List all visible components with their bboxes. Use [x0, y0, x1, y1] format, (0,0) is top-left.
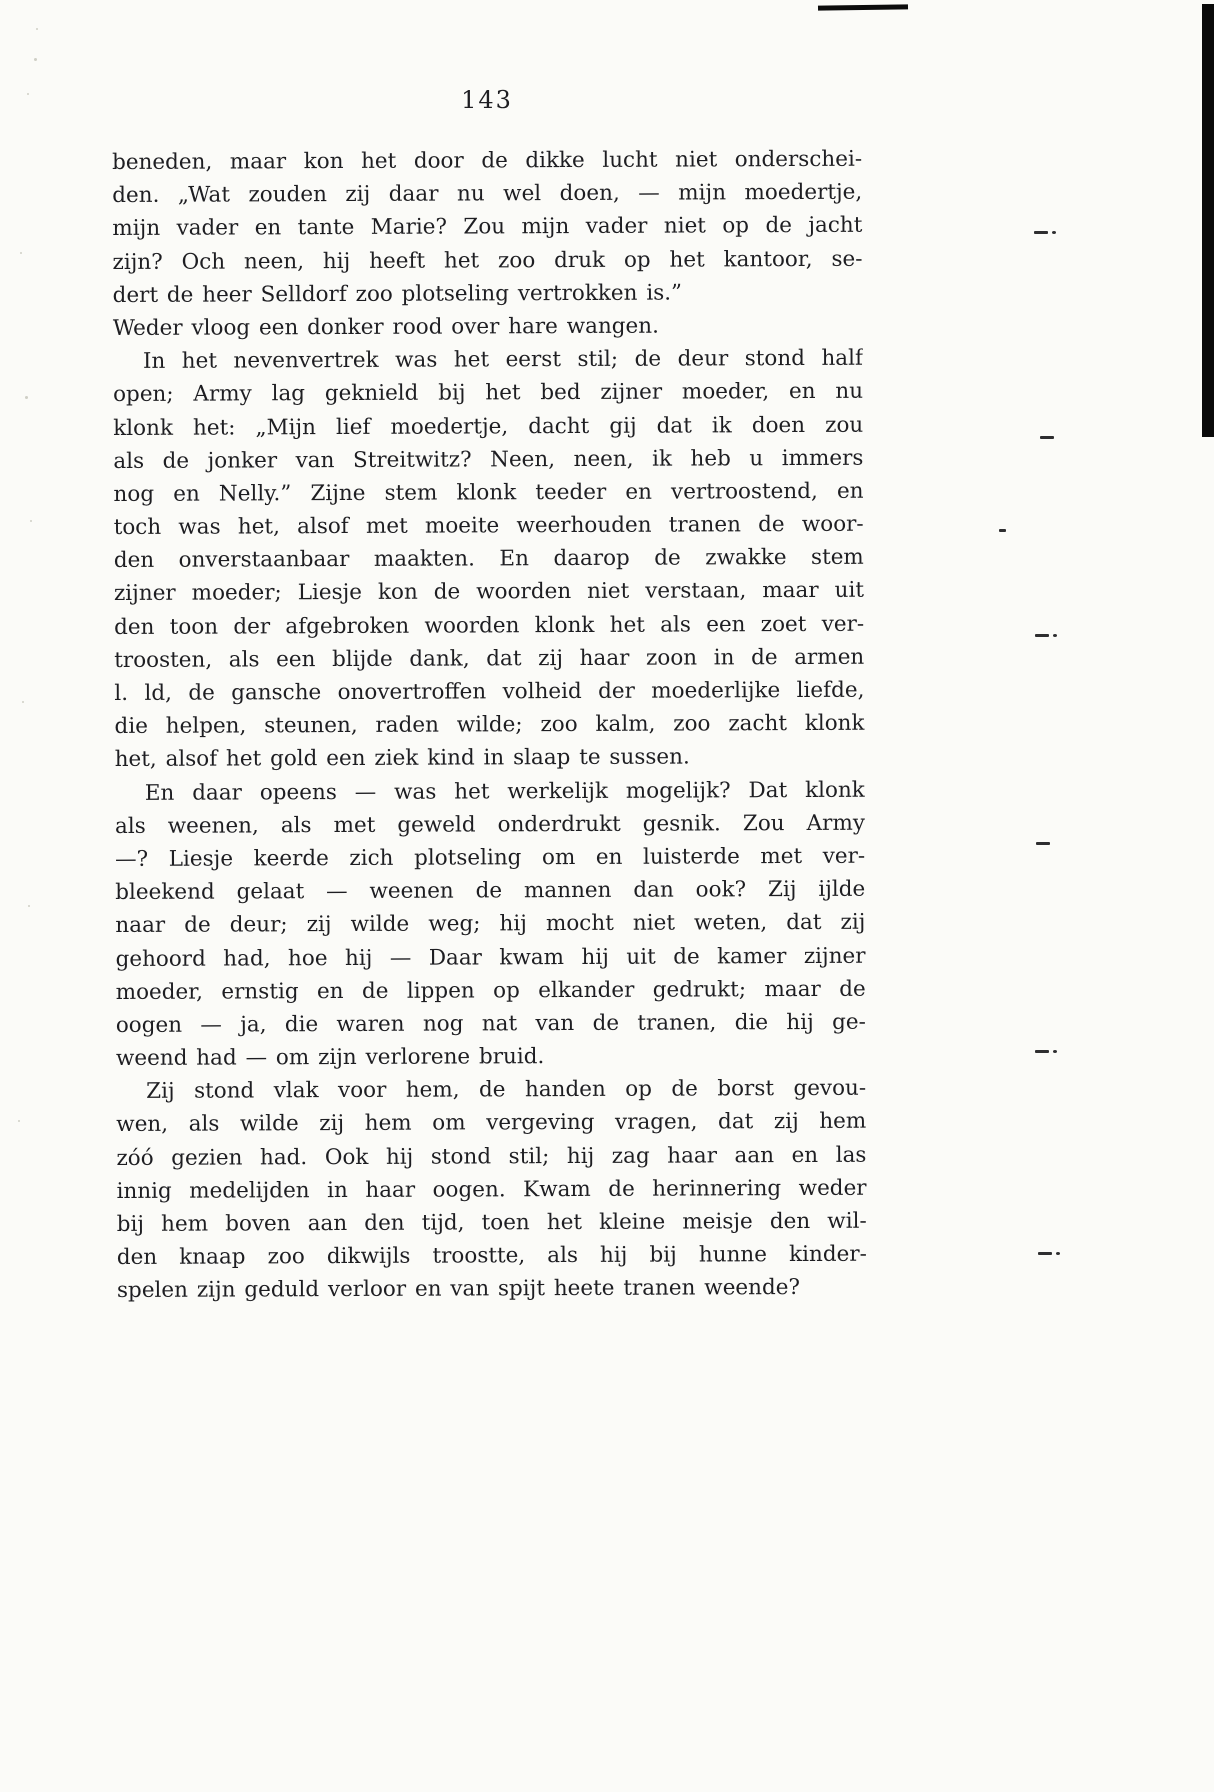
paragraph [113, 309, 863, 345]
paper-speckle [20, 252, 22, 254]
scan-artifact-binding-bar [1202, 4, 1214, 437]
text-line: toch was het, alsof met moeite weerhouden tranen de woor- [113, 511, 864, 541]
paragraph [116, 1072, 867, 1308]
text-line: innig medelijden in haar oogen. Kwam de herinnering weder [116, 1175, 867, 1204]
paper-speckle [27, 93, 29, 95]
text-line: moeder, ernstig en de lippen op elkander gedrukt; maar de [115, 976, 866, 1005]
text-line: bij hem boven aan den tijd, toen het kleine meisje den wil- [116, 1208, 867, 1237]
text-line: zijn? Och neen, hij heeft het zoo druk op het kantoor, se- [112, 246, 863, 275]
paper-speckle [30, 520, 32, 522]
text-line: dert de heer Selldorf zoo plotseling vertrokken is.” [112, 280, 683, 308]
paper-speckle [28, 905, 30, 907]
text-line: den knaap zoo dikwijls troostte, als hij bij hunne kinder- [116, 1241, 867, 1271]
margin-mark [1038, 1252, 1052, 1255]
text-line: den. „Wat zouden zij daar nu wel doen, — mijn moedertje, [112, 179, 863, 209]
text-line: open; Army lag geknield bij het bed zijner moeder, en nu [113, 379, 864, 408]
margin-mark [1034, 231, 1048, 234]
paragraph [115, 773, 866, 1075]
text-line: het, alsof het gold een ziek kind in slaap te sussen. [114, 744, 690, 773]
text-block [112, 143, 867, 1308]
margin-mark [1036, 842, 1050, 845]
text-line: den onverstaanbaar maakten. En daarop de zwakke stem [113, 544, 864, 574]
margin-mark [1035, 1050, 1049, 1053]
text-line: die helpen, steunen, raden wilde; zoo kalm, zoo zacht klonk [114, 710, 865, 740]
text-line: naar de deur; zij wilde weg; hij mocht niet weten, dat zij [115, 910, 866, 939]
text-line: wen, als wilde zij hem om vergeving vragen, dat zij hem [116, 1109, 867, 1138]
text-line: den toon der afgebroken woorden klonk het als een zoet ver- [114, 611, 865, 640]
paper-speckle [36, 28, 38, 30]
margin-mark [1035, 634, 1049, 637]
paragraph [113, 342, 865, 777]
text-line: In het nevenvertrek was het eerst stil; de deur stond half [142, 345, 863, 374]
text-line: bleekend gelaat — weenen de mannen dan ook? Zij ijlde [115, 876, 866, 906]
paper-speckle [25, 396, 28, 399]
text-line: als weenen, als met geweld onderdrukt gesnik. Zou Army [114, 810, 866, 839]
text-line: beneden, maar kon het door de dikke lucht niet onderschei- [112, 146, 863, 175]
text-line: nog en Nelly.” Zijne stem klonk teeder en vertroostend, en [113, 478, 864, 507]
text-line: klonk het: „Mijn lief moedertje, dacht gij dat ik doen zou [113, 412, 864, 441]
scan-artifact-top-line [818, 4, 908, 10]
text-line: als de jonker van Streitwitz? Neen, neen, ik heb u immers [113, 445, 864, 474]
text-line: l. ld, de gansche onovertroffen volheid der moederlijke liefde, [114, 677, 865, 706]
paper-speckle [18, 1120, 20, 1122]
text-line: spelen zijn geduld verloor en van spijt heete tranen weende? [116, 1275, 801, 1304]
text-line: gehoord had, hoe hij — Daar kwam hij uit de kamer zijner [115, 943, 866, 972]
text-line: Weder vloog een donker rood over hare wangen. [112, 313, 660, 341]
paragraph [112, 143, 863, 312]
text-line: Zij stond vlak voor hem, de handen op de borst gevou- [146, 1075, 867, 1105]
margin-mark [1040, 436, 1054, 439]
margin-mark [999, 529, 1006, 532]
text-line: oogen — ja, die waren nog nat van de tranen, die hij ge- [115, 1009, 866, 1038]
text-line: —? Liesje keerde zich plotseling om en luisterde met ver- [115, 843, 866, 872]
text-line: mijn vader en tante Marie? Zou mijn vader niet op de jacht [112, 213, 863, 242]
page-number: 143 [461, 86, 513, 114]
text-line: En daar opeens — was het werkelijk mogelijk? Dat klonk [144, 777, 865, 806]
text-line: weend had — om zijn verlorene bruid. [115, 1044, 545, 1072]
text-line: troosten, als een blijde dank, dat zij haar zoon in de armen [114, 644, 865, 673]
text-line: zijner moeder; Liesje kon de woorden niet verstaan, maar uit [113, 578, 865, 607]
text-line: zóó gezien had. Ook hij stond stil; hij zag haar aan en las [116, 1142, 867, 1171]
paper-speckle [22, 701, 24, 703]
paper-speckle [34, 58, 37, 61]
